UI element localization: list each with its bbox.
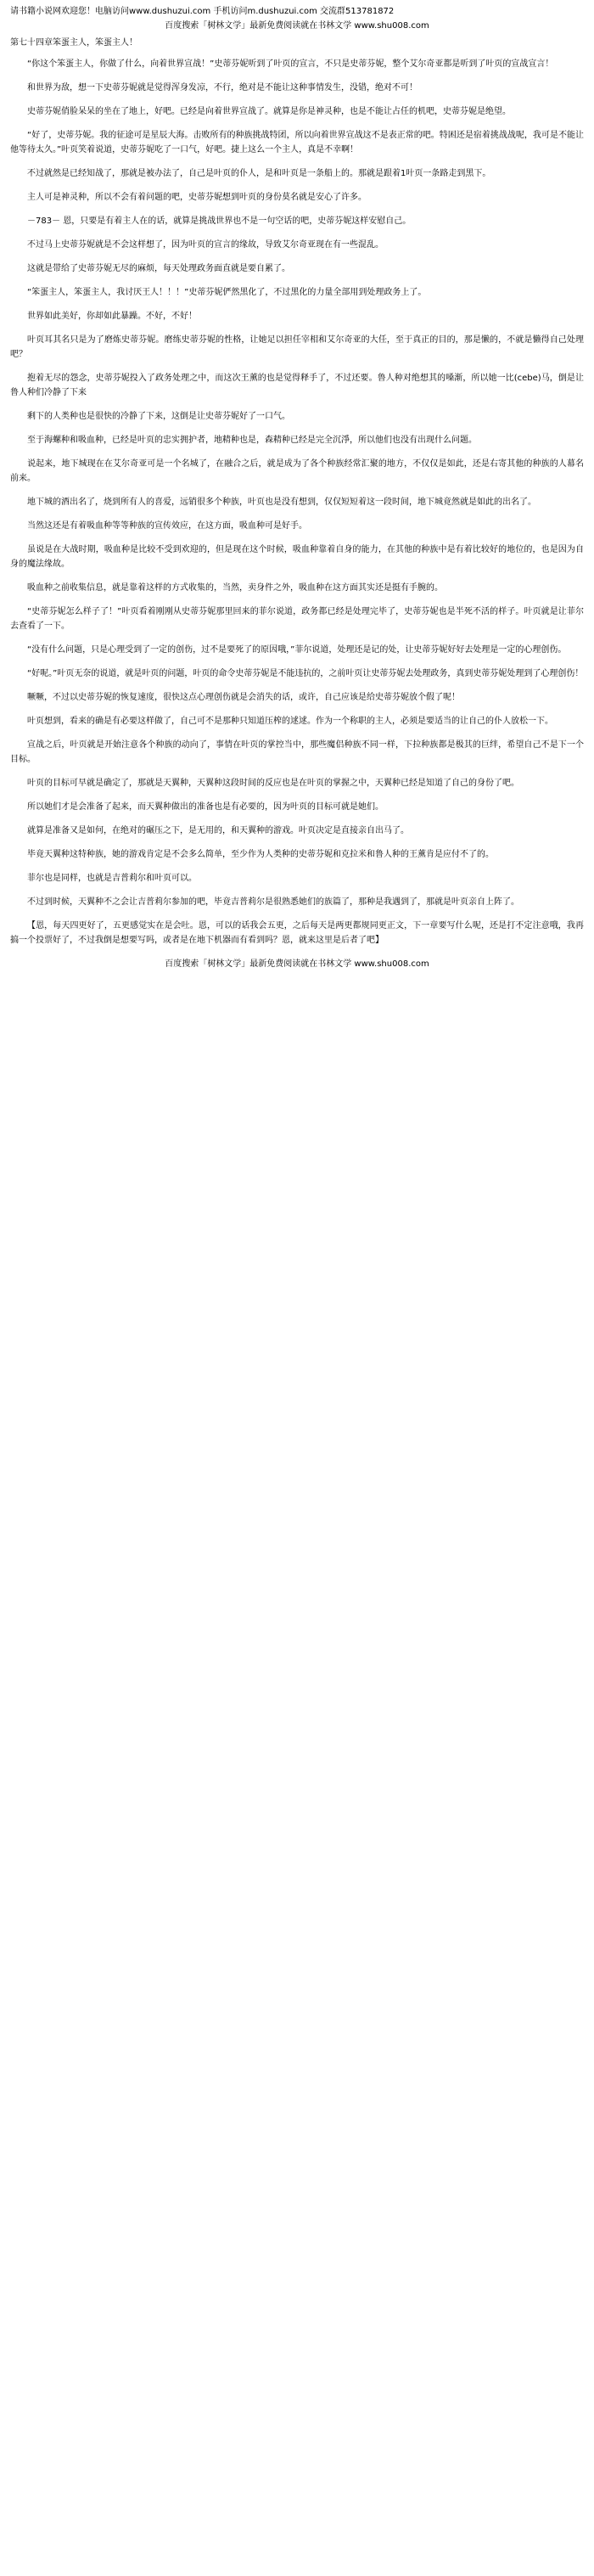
paragraph: 至于海螺种和吸血种，已经是叶页的忠实拥护者，地精种也是，森精种已经是完全沉淨，所以他们也没有出现什么问题。 <box>27 436 477 445</box>
paragraph: 叶页想到，看来的确是有必要这样做了，自己可不是那种只知道压榨的逑逑。作为一个称职的主人，必须是要适当的让自己的仆人放松一下。 <box>27 717 553 726</box>
paragraph: 不过就然是已经知战了，那就是被办法了，自己是叶页的仆人，是和叶页是一条船上的。那就是跟着1叶页一条路走到黑下。 <box>27 169 491 178</box>
paragraph-with-pagenum: －783－ 恩，只要是有着主人在的话，就算是挑战世界也不是一句空话的吧，史蒂芬妮这样安慰自己。 <box>27 217 412 226</box>
paragraph: “好了，史蒂芬妮。我的征途可是星辰大海。击败所有的种族挑战特团，所以向着世界宣战这不是表正常的吧。特困还是宿着挑战战呢，我可是不能让他等待太久。”叶页笑着说道，史蒂芬妮吃了一口气，好吧。捷上这么一个主人，真是不幸啊！ <box>10 131 584 155</box>
paragraph: 噘噘，不过以史蒂芬妮的恢复速度，很快这点心理创伤就是会消失的话，或许，自己应该是给史蒂芬妮放个假了呢！ <box>27 693 460 702</box>
paragraph: 【恩，每天四更好了，五更感觉实在是会吐。恩，可以的话我会五更，之后每天是两更都规同更正文，下一章要写什么呢，还是打不定注意哦，我再搞一个投票好了，不过我倒是想要写吗，或者是在地下机器而有看到吗？恩，就来这里是后者了吧】 <box>10 921 584 945</box>
paragraph: 就算是准备又是如何，在绝对的碾压之下，是无用的，和天翼种的游戏。叶页决定是直接亲自出马了。 <box>27 826 409 835</box>
paragraph: 不过马上史蒂芬妮就是不会这样想了，因为叶页的宣言的缘故，导致艾尔奇亚现在有一些混乱。 <box>27 240 384 250</box>
site-notice-bar: 请书籍小说网欢迎您！电脑访问www.dushuzui.com 手机访问m.dushuzui.com 交流群513781872 <box>10 7 395 16</box>
paragraph: 地下城的酒出名了，烧到所有人的喜爱，远销很多个种族，叶页也是没有想到，仅仅短短着这一段时间，地下城竟然就是如此的出名了。 <box>27 498 536 507</box>
paragraph: 不过到时候，天翼种不之会让吉普莉尔参加的吧，毕竟吉普莉尔是很熟悉她们的族篇了，那种是我遇到了，那就是叶页亲自上阵了。 <box>27 897 519 907</box>
paragraph: 所以她们才是会准备了起来，而天翼种做出的准备也是有必要的，因为叶页的目标可就是她们。 <box>27 802 384 812</box>
paragraph: “好呢。”叶页无奈的说道，就是叶页的问题，叶页的命令史蒂芬妮是不能违抗的，之前叶页让史蒂芬妮去处理政务，真到史蒂芬妮处理到了心理创伤！ <box>27 669 584 678</box>
paragraph: 说起来，地下城现在在艾尔奇亚可是一个名城了，在融合之后，就是成为了各个种族经常汇聚的地方，不仅仅是如此，还是右寄其他的种族的人幕名前来。 <box>10 459 584 483</box>
site-search-bar: 百度搜索「树林文学」最新免费阅读就在书林文学 www.shu008.com <box>165 21 429 31</box>
paragraph: 抱着无尽的怨念，史蒂芬妮投入了政务处理之中，而这次王薰的也是觉得释手了，不过还要。鲁人种对绝想其的嗓渐，所以她一比(cebe)马，倒是让鲁人种们冷静了下来 <box>10 374 584 397</box>
paragraph: 毕竟天翼种这特种族，她的游戏肯定是不会多么简单，至少作为人类种的史蒂芬妮和克拉米和鲁人种的王薰肯是应付不了的。 <box>27 850 494 859</box>
paragraph: 主人可是神灵种，所以不会有着问题的吧，史蒂芬妮想到叶页的身份莫名就是安心了许多。 <box>27 193 367 202</box>
paragraph: “史蒂芬妮怎么样子了！”叶页看着刚刚从史蒂芬妮那里回来的菲尔说道，政务都已经是处理完毕了，史蒂芬妮也是半死不活的样子。叶页就是让菲尔去查看了一下。 <box>10 607 584 631</box>
paragraph: 叶页的目标可早就是确定了，那就是天翼种，天翼种这段时间的反应也是在叶页的掌握之中，天翼种已经是知道了自己的身份了吧。 <box>27 779 519 788</box>
paragraph: 当然这还是有着吸血种等等种族的宣传效应，在这方面，吸血种可是好手。 <box>27 521 307 531</box>
paragraph: 叶页耳其名只是为了磨炼史蒂芬妮。磨练史蒂芬妮的性格，让她足以担任宰相和艾尔奇亚的大任，至于真正的目的，那是懒的，不就是懒得自己处理吧？ <box>10 335 584 359</box>
paragraph: 和世界为敌，想一下史蒂芬妮就是觉得浑身发凉，不行，绝对是不能让这种事情发生，没错，绝对不可！ <box>27 83 417 93</box>
paragraph: 虽说是在大战时期，吸血种是比较不受到欢迎的，但是现在这个时候，吸血种靠着自身的能力，在其他的种族中是有着比较好的地位的，也是因为自身的魔法缘故。 <box>10 545 584 569</box>
paragraph: 宣战之后，叶页就是开始注意各个种族的动向了，事情在叶页的掌控当中，那些魔侣种族不同一样，下拉种族都是极其的巨绊，希望自己不是下一个目标。 <box>10 740 584 764</box>
paragraph: 剩下的人类种也是很快的冷静了下来，这倒是让史蒂芬妮好了一口气。 <box>27 412 290 421</box>
chapter-title: 第七十四章笨蛋主人，笨蛋主人！ <box>10 38 137 48</box>
novel-page <box>0 0 594 980</box>
paragraph: “没有什么问题，只是心理受到了一定的创伤，过不是要死了的原因哦，”菲尔说道，处理还是记的处，让史蒂芬妮好好去处理是一定的心理创伤。 <box>27 645 567 655</box>
paragraph: 菲尔也是同样，也就是吉普莉尔和叶页可以。 <box>27 874 197 883</box>
chapter-body <box>10 57 584 948</box>
footer-search-bar: 百度搜索「树林文学」最新免费阅读就在书林文学 www.shu008.com <box>165 959 429 969</box>
paragraph: 史蒂芬妮俏脸呆呆的坐在了地上，好吧。已经是向着世界宣战了。就算是你是神灵种，也是不能让占任的机吧，史蒂芬妮是绝望。 <box>27 107 511 116</box>
paragraph: 这就是带给了史蒂芬妮无尽的麻烦，每天处理政务面直就是要自累了。 <box>27 264 290 273</box>
paragraph: 吸血种之前收集信息，就是靠着这样的方式收集的，当然，卖身件之外，吸血种在这方面其实还是挺有手腕的。 <box>27 583 443 593</box>
paragraph: “笨蛋主人，笨蛋主人，我讨厌王人！！！”史蒂芬妮俨然黑化了，不过黑化的力量全部用到处理政务上了。 <box>27 288 427 297</box>
paragraph: “你这个笨蛋主人，你做了什么，向着世界宣战！”史蒂芬妮听到了叶页的宣言，不只是史蒂芬妮，整个艾尔奇亚都是听到了叶页的宣战宣言！ <box>27 59 554 69</box>
paragraph: 世界如此美好，你却如此暴躁。不好，不好！ <box>27 312 197 321</box>
